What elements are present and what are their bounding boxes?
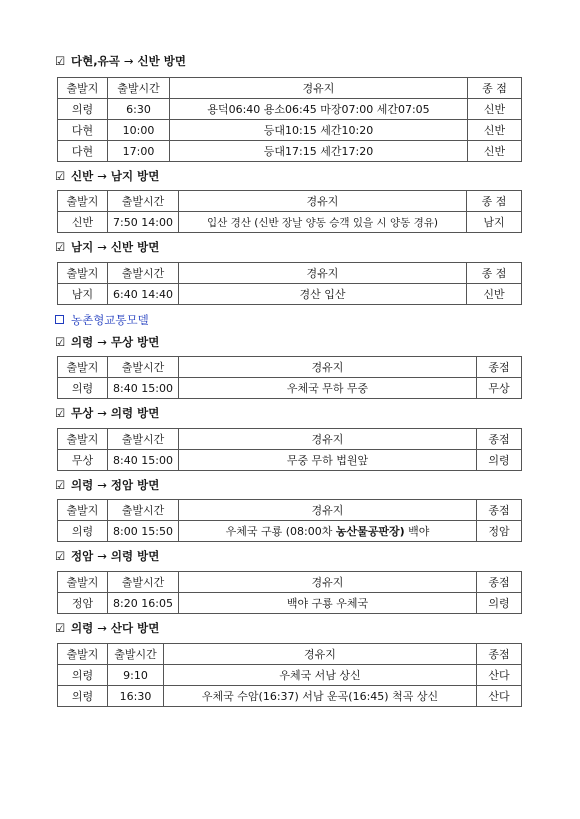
- checkbox-icon: ☑: [55, 406, 66, 420]
- header-dest: 종점: [477, 572, 522, 593]
- cell-via: 용덕06:40 용소06:45 마장07:00 세간07:05: [170, 99, 468, 120]
- checkbox-icon: ☑: [55, 54, 66, 68]
- arrow-icon: →: [97, 478, 107, 492]
- schedule-table-namji-sinban: [57, 262, 522, 305]
- section-heading-namji-sinban: ☑ 남지 → 신반 방면: [55, 240, 160, 254]
- cell-via: 등대17:15 세간17:20: [170, 141, 468, 162]
- schedule-table-jeongam-uiryeong: [57, 571, 522, 614]
- cell-time: 17:00: [108, 141, 170, 162]
- category-heading: 농촌형교통모델: [55, 311, 149, 329]
- header-origin: 출발지: [58, 572, 108, 593]
- cell-dest: 정암: [477, 521, 522, 542]
- cell-time: 6:40 14:40: [108, 284, 179, 305]
- header-via: 경유지: [179, 429, 477, 450]
- cell-dest: 신반: [468, 141, 522, 162]
- cell-origin: 의령: [58, 665, 108, 686]
- cell-origin: 다현: [58, 120, 108, 141]
- table-row: [58, 99, 522, 120]
- header-dest: 종점: [477, 357, 522, 378]
- header-origin: 출발지: [58, 357, 108, 378]
- table-row: [58, 141, 522, 162]
- checkbox-icon: ☑: [55, 549, 66, 563]
- table-header-row: [58, 429, 522, 450]
- section-heading-jeongam-uiryeong: ☑ 정암 → 의령 방면: [55, 549, 160, 563]
- arrow-icon: →: [97, 621, 107, 635]
- cell-via: 우체국 무하 무중: [179, 378, 477, 399]
- header-time: 출발시간: [108, 644, 164, 665]
- cell-via: 입산 경산 (신반 장날 양동 승객 있을 시 양동 경유): [179, 212, 467, 233]
- table-header-row: [58, 644, 522, 665]
- table-row: [58, 686, 522, 707]
- table-header-row: [58, 357, 522, 378]
- arrow-icon: →: [97, 406, 107, 420]
- header-time: 출발시간: [108, 429, 179, 450]
- table-header-row: [58, 500, 522, 521]
- header-via: 경유지: [164, 644, 477, 665]
- arrow-icon: →: [97, 549, 107, 563]
- cell-origin: 의령: [58, 99, 108, 120]
- section-heading-sinban-namji: ☑ 신반 → 남지 방면: [55, 169, 160, 183]
- checkbox-icon: ☑: [55, 478, 66, 492]
- header-dest: 종 점: [467, 263, 522, 284]
- highlight-text: 농산물공판장): [335, 525, 405, 538]
- checkbox-icon: ☑: [55, 169, 66, 183]
- cell-time: 16:30: [108, 686, 164, 707]
- header-dest: 종 점: [468, 78, 522, 99]
- table-row: [58, 120, 522, 141]
- section-heading-dahyeon-sinban: ☑ 다현,유곡 → 신반 방면: [55, 54, 186, 68]
- cell-via: 우체국 수암(16:37) 서남 운곡(16:45) 척곡 상신: [164, 686, 477, 707]
- cell-origin: 의령: [58, 521, 108, 542]
- header-origin: 출발지: [58, 78, 108, 99]
- section-heading-musang-uiryeong: ☑ 무상 → 의령 방면: [55, 406, 160, 420]
- schedule-table-uiryeong-jeongam: [57, 499, 522, 542]
- header-origin: 출발지: [58, 263, 108, 284]
- table-header-row: [58, 263, 522, 284]
- header-origin: 출발지: [58, 500, 108, 521]
- cell-dest: 의령: [477, 593, 522, 614]
- cell-time: 9:10: [108, 665, 164, 686]
- section-heading-uiryeong-sanda: ☑ 의령 → 산다 방면: [55, 621, 160, 635]
- cell-time: 7:50 14:00: [108, 212, 179, 233]
- header-via: 경유지: [179, 500, 477, 521]
- arrow-icon: →: [97, 335, 107, 349]
- section-heading-uiryeong-musang: ☑ 의령 → 무상 방면: [55, 335, 160, 349]
- table-row: [58, 593, 522, 614]
- schedule-table-sinban-namji: [57, 190, 522, 233]
- header-origin: 출발지: [58, 429, 108, 450]
- cell-time: 8:00 15:50: [108, 521, 179, 542]
- cell-time: 8:40 15:00: [108, 378, 179, 399]
- cell-via: 우체국 서남 상신: [164, 665, 477, 686]
- header-time: 출발시간: [108, 78, 170, 99]
- cell-dest: 신반: [468, 99, 522, 120]
- cell-origin: 의령: [58, 686, 108, 707]
- cell-via: 무중 무하 법원앞: [179, 450, 477, 471]
- table-header-row: [58, 191, 522, 212]
- schedule-table-uiryeong-musang: [57, 356, 522, 399]
- cell-origin: 의령: [58, 378, 108, 399]
- header-via: 경유지: [179, 191, 467, 212]
- cell-dest: 신반: [467, 284, 522, 305]
- table-row: [58, 284, 522, 305]
- table-row: [58, 378, 522, 399]
- table-header-row: [58, 572, 522, 593]
- header-dest: 종점: [477, 429, 522, 450]
- cell-via: 경산 입산: [179, 284, 467, 305]
- header-dest: 종점: [477, 644, 522, 665]
- header-via: 경유지: [179, 263, 467, 284]
- square-bullet-icon: [55, 315, 64, 324]
- checkbox-icon: ☑: [55, 335, 66, 349]
- table-row: [58, 212, 522, 233]
- header-time: 출발시간: [108, 500, 179, 521]
- cell-origin: 다현: [58, 141, 108, 162]
- cell-time: 6:30: [108, 99, 170, 120]
- section-heading-uiryeong-jeongam: ☑ 의령 → 정암 방면: [55, 478, 160, 492]
- schedule-table-uiryeong-sanda: [57, 643, 522, 707]
- table-row: [58, 521, 522, 542]
- cell-origin: 무상: [58, 450, 108, 471]
- cell-via: 우체국 구룡 (08:00차 농산물공판장) 백야: [179, 521, 477, 542]
- header-origin: 출발지: [58, 644, 108, 665]
- cell-dest: 산다: [477, 665, 522, 686]
- table-header-row: [58, 78, 522, 99]
- cell-dest: 신반: [468, 120, 522, 141]
- cell-origin: 정암: [58, 593, 108, 614]
- table-row: [58, 665, 522, 686]
- header-via: 경유지: [179, 357, 477, 378]
- arrow-icon: →: [123, 54, 134, 68]
- checkbox-icon: ☑: [55, 621, 66, 635]
- header-dest: 종 점: [467, 191, 522, 212]
- cell-dest: 산다: [477, 686, 522, 707]
- schedule-table-dahyeon-sinban: [57, 77, 522, 162]
- header-time: 출발시간: [108, 572, 179, 593]
- cell-time: 8:20 16:05: [108, 593, 179, 614]
- header-via: 경유지: [170, 78, 468, 99]
- cell-dest: 무상: [477, 378, 522, 399]
- cell-dest: 의령: [477, 450, 522, 471]
- header-dest: 종점: [477, 500, 522, 521]
- header-time: 출발시간: [108, 357, 179, 378]
- cell-via: 등대10:15 세간10:20: [170, 120, 468, 141]
- checkbox-icon: ☑: [55, 240, 66, 254]
- cell-via: 백야 구룡 우체국: [179, 593, 477, 614]
- header-origin: 출발지: [58, 191, 108, 212]
- cell-origin: 남지: [58, 284, 108, 305]
- header-time: 출발시간: [108, 263, 179, 284]
- cell-time: 10:00: [108, 120, 170, 141]
- schedule-table-musang-uiryeong: [57, 428, 522, 471]
- arrow-icon: →: [97, 169, 107, 183]
- header-time: 출발시간: [108, 191, 179, 212]
- cell-origin: 신반: [58, 212, 108, 233]
- header-via: 경유지: [179, 572, 477, 593]
- arrow-icon: →: [97, 240, 107, 254]
- cell-dest: 남지: [467, 212, 522, 233]
- cell-time: 8:40 15:00: [108, 450, 179, 471]
- table-row: [58, 450, 522, 471]
